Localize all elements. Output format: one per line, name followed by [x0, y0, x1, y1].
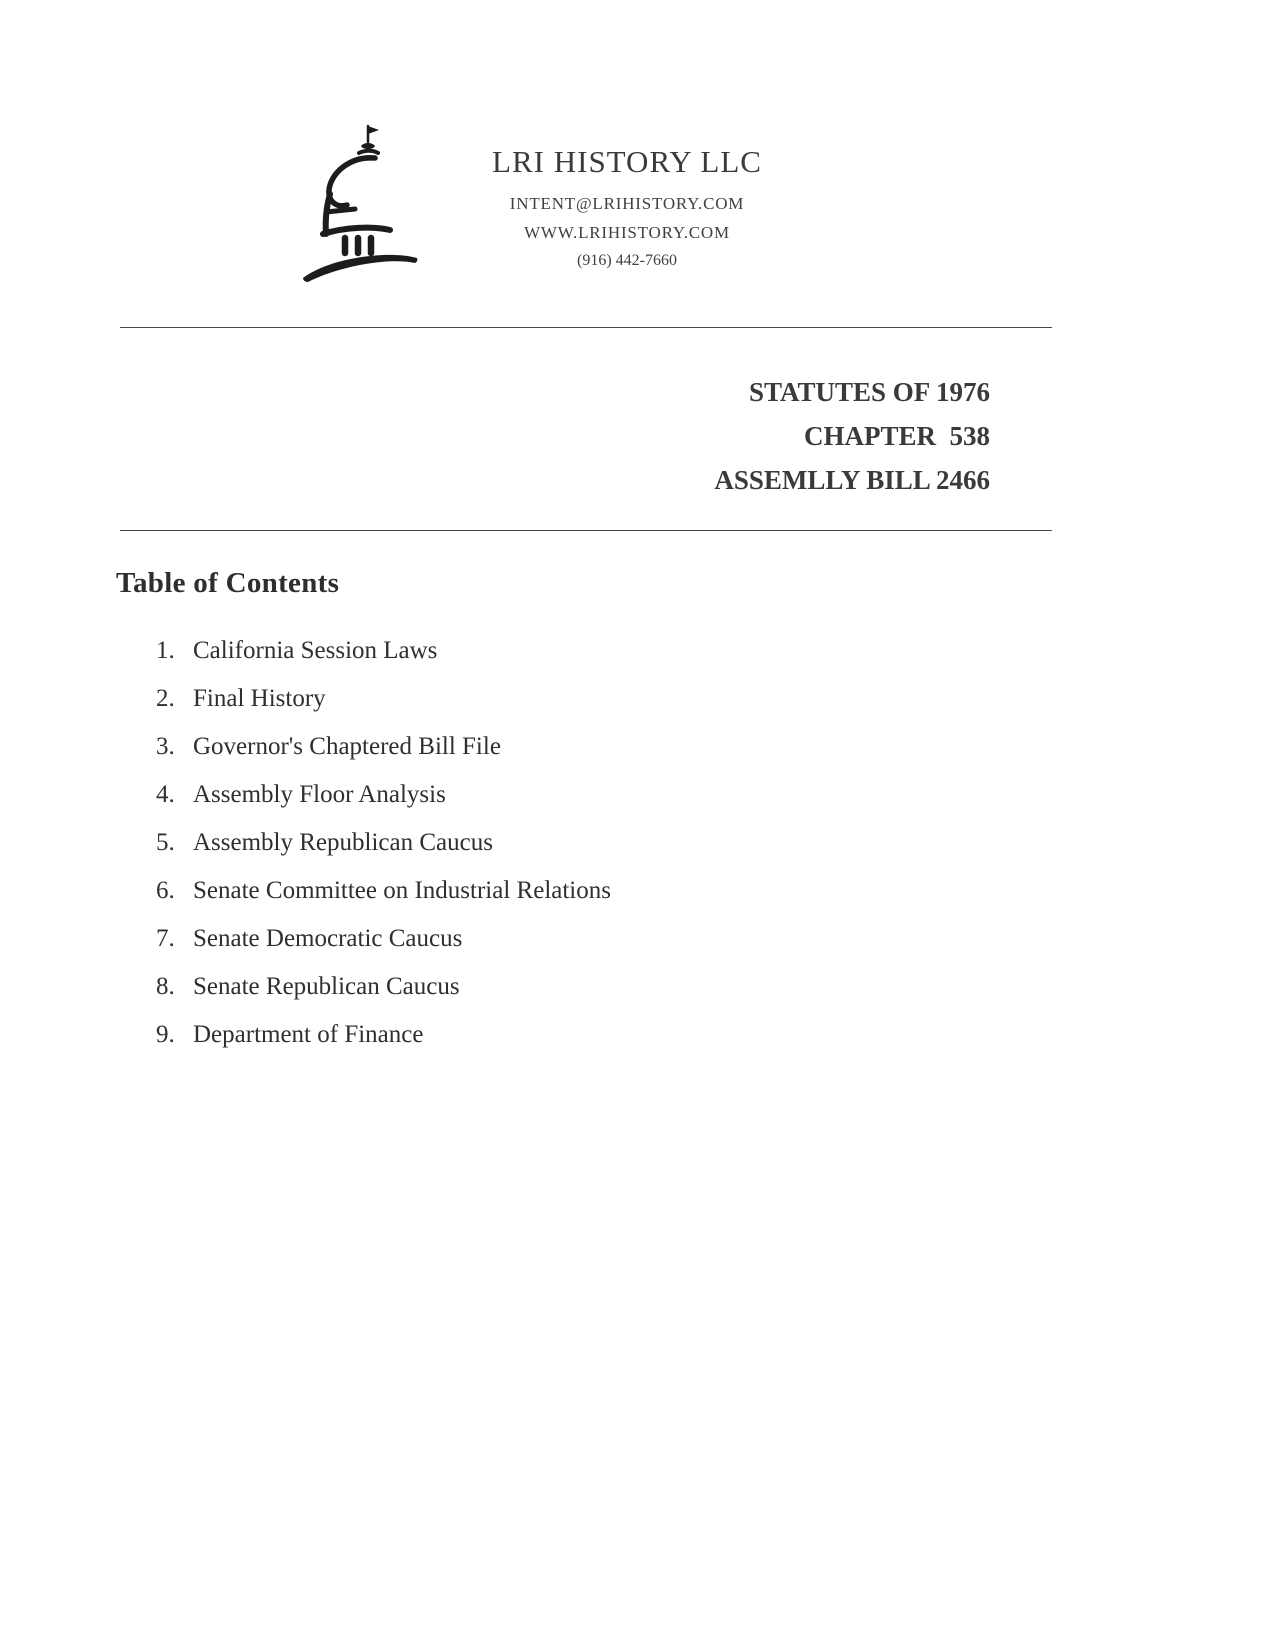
capitol-building-icon	[295, 122, 445, 290]
company-phone: (916) 442-7660	[577, 252, 677, 269]
company-name: LRI HISTORY LLC	[492, 144, 762, 179]
toc-item: 3. Governor's Chaptered Bill File	[181, 732, 1276, 761]
toc-item: 6. Senate Committee on Industrial Relations	[181, 876, 1276, 905]
letterhead	[0, 0, 1276, 290]
company-website: WWW.LRIHISTORY.COM	[524, 223, 730, 242]
toc-item: 2. Final History	[181, 684, 1276, 713]
toc-item: 5. Assembly Republican Caucus	[181, 828, 1276, 857]
horizontal-rule-bottom	[120, 530, 1052, 531]
toc-list	[0, 636, 1276, 1049]
statute-heading	[0, 370, 990, 502]
toc-item: 7. Senate Democratic Caucus	[181, 924, 1276, 953]
toc-item: 8. Senate Republican Caucus	[181, 972, 1276, 1001]
toc-title: Table of Contents	[116, 567, 340, 599]
statute-line-1: STATUTES OF 1976	[748, 377, 990, 407]
statute-line-3: ASSEMLLY BILL 2466	[714, 465, 990, 495]
toc-item: 1. California Session Laws	[181, 636, 1276, 665]
horizontal-rule-top	[120, 327, 1052, 328]
statute-line-2: CHAPTER 538	[803, 421, 990, 451]
company-email: INTENT@LRIHISTORY.COM	[509, 194, 745, 213]
company-block	[487, 122, 767, 270]
toc-item: 4. Assembly Floor Analysis	[181, 780, 1276, 809]
toc-item: 9. Department of Finance	[181, 1020, 1276, 1049]
